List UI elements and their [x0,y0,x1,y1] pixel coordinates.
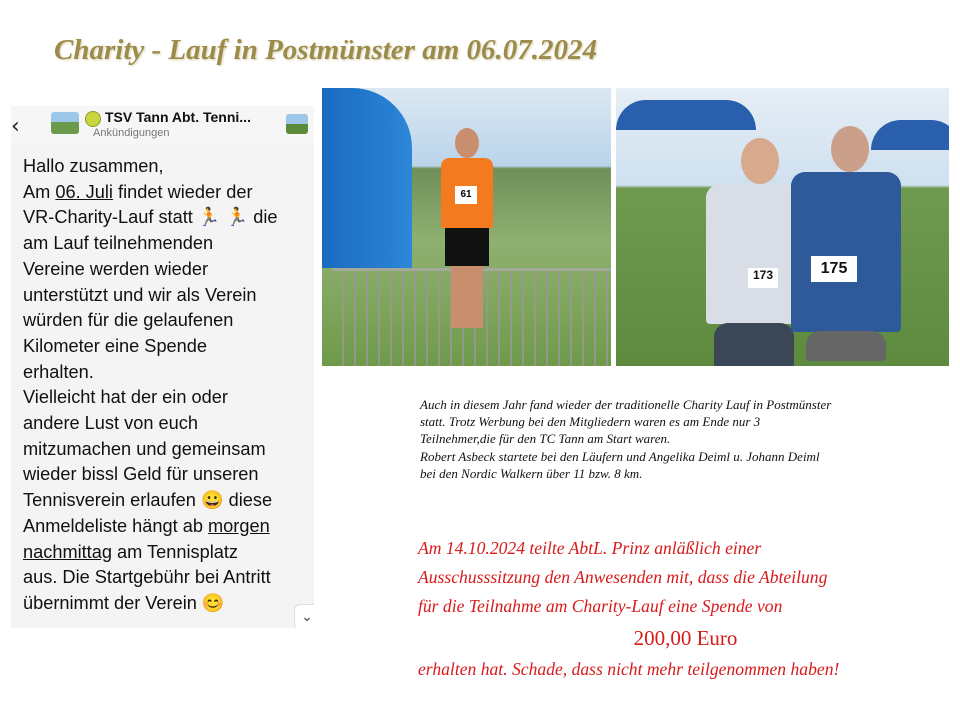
runner-photo [322,88,611,366]
chat-line: Tennisverein erlaufen 😀 diese [23,490,273,511]
walkers-photo [616,88,949,366]
chat-message [23,154,314,617]
back-chevron-icon[interactable]: ‹ [11,114,20,139]
donation-line: für die Teilnahme am Charity-Lauf eine Spende von [418,596,783,616]
start-number: 61 [455,186,477,204]
chat-line: unterstützt und wir als Verein [23,284,257,305]
report-line: bei den Nordic Walkern über 11 bzw. 8 km. [420,465,643,481]
community-avatar[interactable] [286,114,308,134]
chat-line: Vereine werden wieder [23,258,209,279]
chat-line: nachmittag am Tennisplatz [23,541,239,562]
chat-screenshot [11,106,314,628]
start-number: 173 [748,268,778,288]
chat-line: Anmeldeliste hängt ab morgen [23,515,270,536]
chat-line: Am 06. Juli findet wieder der [23,181,253,202]
report-line: statt. Trotz Werbung bei den Mitgliedern waren es am Ende nur 3 [420,414,761,430]
date-link[interactable]: 06. Juli [55,181,113,202]
tennis-ball-icon [85,111,101,127]
chat-line: andere Lust von euch [23,413,198,434]
chat-line: mitzumachen und gemeinsam [23,438,266,459]
donation-line: Am 14.10.2024 teilte AbtL. Prinz anläßlich einer [418,538,762,558]
chat-line: Hallo zusammen, [23,156,164,176]
time-link[interactable]: nachmittag [23,541,112,562]
chat-line: wieder bissl Geld für unseren [23,464,259,485]
start-number: 175 [811,256,857,282]
chat-header [11,106,314,146]
chat-line: übernimmt der Verein 😊 [23,592,225,613]
runner [437,128,497,328]
chat-line: am Lauf teilnehmenden [23,233,214,254]
report-line: Robert Asbeck startete bei den Läufern und Angelika Deiml u. Johann Deiml [420,448,820,464]
group-name[interactable]: TSV Tann Abt. Tenni... [105,109,251,125]
donation-closing: erhalten hat. Schade, dass nicht mehr teilgenommen haben! [418,659,840,679]
react-button[interactable]: ⌄ [294,604,314,628]
chat-line: würden für die gelaufenen [23,310,234,331]
donation-amount: 200,00 Euro [633,626,738,650]
donation-line: Ausschusssitzung den Anwesenden mit, dass die Abteilung [418,567,828,587]
umbrella [616,100,756,130]
chat-line: VR-Charity-Lauf statt 🏃 🏃 die [23,207,278,228]
umbrella [871,120,949,150]
report-line: Teilnehmer,die für den TC Tann am Start waren. [420,431,671,447]
group-subtitle: Ankündigungen [93,127,170,139]
report-line: Auch in diesem Jahr fand wieder der traditionelle Charity Lauf in Postmünster [420,397,832,412]
chat-line: Vielleicht hat der ein oder [23,387,228,408]
chat-line: erhalten. [23,361,94,382]
time-link[interactable]: morgen [208,515,270,536]
page-title: Charity - Lauf in Postmünster am 06.07.2024 [54,34,598,66]
chat-line: Kilometer eine Spende [23,335,208,356]
donation-note [418,534,953,684]
finish-arch [322,88,412,268]
group-avatar [51,112,79,134]
event-report [420,396,950,482]
chat-line: aus. Die Startgebühr bei Antritt [23,567,271,588]
